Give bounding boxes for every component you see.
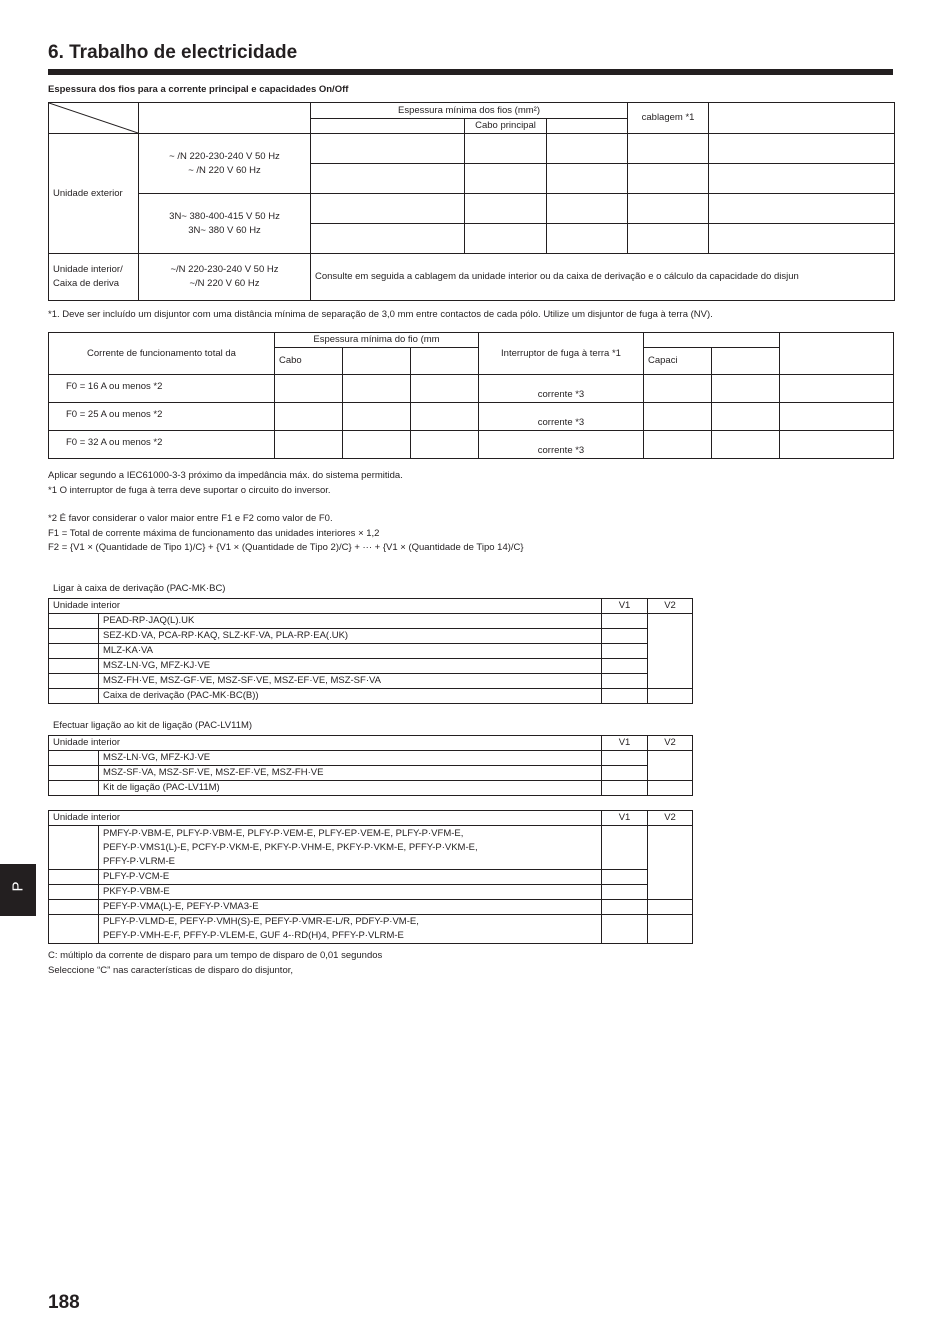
model-row: MLZ-KA·VA: [99, 644, 602, 659]
leak-current: corrente *3: [479, 431, 644, 459]
model-row: MSZ-SF·VA, MSZ-SF·VE, MSZ-EF·VE, MSZ-FH·VE: [99, 766, 602, 781]
outdoor-unit-label: Unidade exterior: [49, 134, 139, 254]
model-row: PLFY-P·VCM-E: [99, 870, 602, 885]
indoor-unit-header: Unidade interior: [49, 811, 602, 826]
title-rule: [48, 69, 893, 75]
min-thickness-header: Espessura mínima dos fios (mm²): [311, 103, 628, 119]
current-row-label: F0 = 25 A ou menos *2: [49, 403, 275, 431]
diagonal-line: [49, 103, 138, 133]
branch-box-table: [48, 598, 693, 704]
side-tab-letter: P: [9, 881, 27, 892]
formula-f1: F1 = Total de corrente máxima de funcionamento das unidades interiores × 1,2: [48, 528, 380, 539]
page-number: 188: [48, 1292, 80, 1313]
min-wire-header: Espessura mínima do fio (mm: [275, 333, 479, 348]
note-c-multiple: C: múltiplo da corrente de disparo para um tempo de disparo de 0,01 segundos: [48, 950, 383, 961]
voltage-single-phase: ~ /N 220-230-240 V 50 Hz ~ /N 220 V 60 Hz: [139, 134, 311, 194]
model-row: PEFY-P·VMA(L)-E, PEFY-P·VMA3-E: [99, 900, 602, 915]
capacity-header: Capaci: [644, 348, 712, 375]
indoor-unit-header: Unidade interior: [49, 736, 602, 751]
v1-header: V1: [602, 811, 648, 826]
total-current-header: Corrente de funcionamento total da: [49, 333, 275, 375]
note-breaker: *1. Deve ser incluído um disjuntor com uma distância mínima de separação de 3,0 mm entre contactos de cada pólo. Utilize um disjuntor de fuga à terra (NV).: [48, 309, 713, 320]
main-cable-header: Cabo principal: [465, 119, 547, 134]
model-row: PKFY-P·VBM-E: [99, 885, 602, 900]
language-side-tab: [0, 864, 36, 916]
v2-header: V2: [648, 736, 693, 751]
empty-header-cell: [139, 103, 311, 134]
wiring-header: cablagem *1: [628, 103, 709, 134]
formula-f2: F2 = {V1 × (Quantidade de Tipo 1)/C} + {V1 × (Quantidade de Tipo 2)/C} + ··· + {V1 × (Quantidade de Tipo 14)/C}: [48, 542, 524, 553]
indoor-wiring-note: Consulte em seguida a cablagem da unidade interior ou da caixa de derivação e o cálculo da capacidade do disjun: [311, 254, 895, 301]
model-row: PEAD-RP·JAQ(L).UK: [99, 614, 602, 629]
model-row: Kit de ligação (PAC-LV11M): [99, 781, 602, 796]
v1-header: V1: [602, 736, 648, 751]
diagonal-header-cell: [49, 103, 139, 134]
branch-box-caption: Ligar à caixa de derivação (PAC-MK·BC): [53, 583, 226, 594]
voltage-three-phase: 3N~ 380-400-415 V 50 Hz 3N~ 380 V 60 Hz: [139, 194, 311, 254]
model-row: MSZ-FH·VE, MSZ-GF·VE, MSZ-SF·VE, MSZ-EF·VE, MSZ-SF·VA: [99, 674, 602, 689]
note-select-c: Seleccione “C” nas características de disparo do disjuntor,: [48, 965, 294, 976]
model-row: Caixa de derivação (PAC-MK·BC(B)): [99, 689, 602, 704]
note-inverter: *1 O interruptor de fuga à terra deve suportar o circuito do inversor.: [48, 485, 331, 496]
current-row-label: F0 = 32 A ou menos *2: [49, 431, 275, 459]
connection-kit-caption: Efectuar ligação ao kit de ligação (PAC-LV11M): [53, 720, 253, 731]
model-row: PLFY-P·VLMD-E, PEFY-P·VMH(S)-E, PEFY-P·VMR-E-L/R, PDFY-P·VM-E, PEFY-P·VMH-E-F, PFFY-P·VLEM-E, GUF 4-·RD(H)4, PFFY-P·VLRM-E: [99, 915, 602, 944]
voltage-indoor: ~/N 220-230-240 V 50 Hz ~/N 220 V 60 Hz: [139, 254, 311, 301]
current-row-label: F0 = 16 A ou menos *2: [49, 375, 275, 403]
wire-thickness-table: [48, 102, 895, 301]
indoor-unit-header: Unidade interior: [49, 599, 602, 614]
empty-header-cell: [780, 333, 894, 375]
indoor-models-table: [48, 810, 693, 944]
note-f0: *2 É favor considerar o valor maior entre F1 e F2 como valor de F0.: [48, 513, 333, 524]
empty-subheader-cell: [311, 119, 465, 134]
v2-header: V2: [648, 811, 693, 826]
empty-header-cell: [644, 333, 780, 348]
page-title: 6. Trabalho de electricidade: [48, 42, 298, 63]
connection-kit-table: [48, 735, 693, 796]
section1-heading: Espessura dos fios para a corrente principal e capacidades On/Off: [48, 84, 349, 95]
model-row: SEZ-KD·VA, PCA-RP·KAQ, SLZ-KF·VA, PLA-RP·EA(.UK): [99, 629, 602, 644]
empty-subheader-cell: [547, 119, 628, 134]
v1-header: V1: [602, 599, 648, 614]
leak-current: corrente *3: [479, 403, 644, 431]
leak-breaker-header: Interruptor de fuga à terra *1: [479, 333, 644, 375]
cable-header: Cabo: [275, 348, 343, 375]
total-current-table: [48, 332, 894, 459]
model-row: MSZ-LN·VG, MFZ-KJ·VE: [99, 751, 602, 766]
indoor-unit-label: Unidade interior/ Caixa de deriva: [49, 254, 139, 301]
v2-header: V2: [648, 599, 693, 614]
note-iec: Aplicar segundo a IEC61000-3-3 próximo da impedância máx. do sistema permitida.: [48, 470, 403, 481]
model-row: MSZ-LN·VG, MFZ-KJ·VE: [99, 659, 602, 674]
leak-current: corrente *3: [479, 375, 644, 403]
empty-header-cell: [709, 103, 895, 134]
model-row: PMFY-P·VBM-E, PLFY-P·VBM-E, PLFY-P·VEM-E, PLFY-EP·VEM-E, PLFY-P·VFM-E, PEFY-P·VMS1(L)-E, PCFY-P·VKM-E, PKFY-P·VHM-E, PKFY-P·VKM-E, PFFY-P·VKM-E, PFFY-P·VLRM-E: [99, 826, 602, 870]
